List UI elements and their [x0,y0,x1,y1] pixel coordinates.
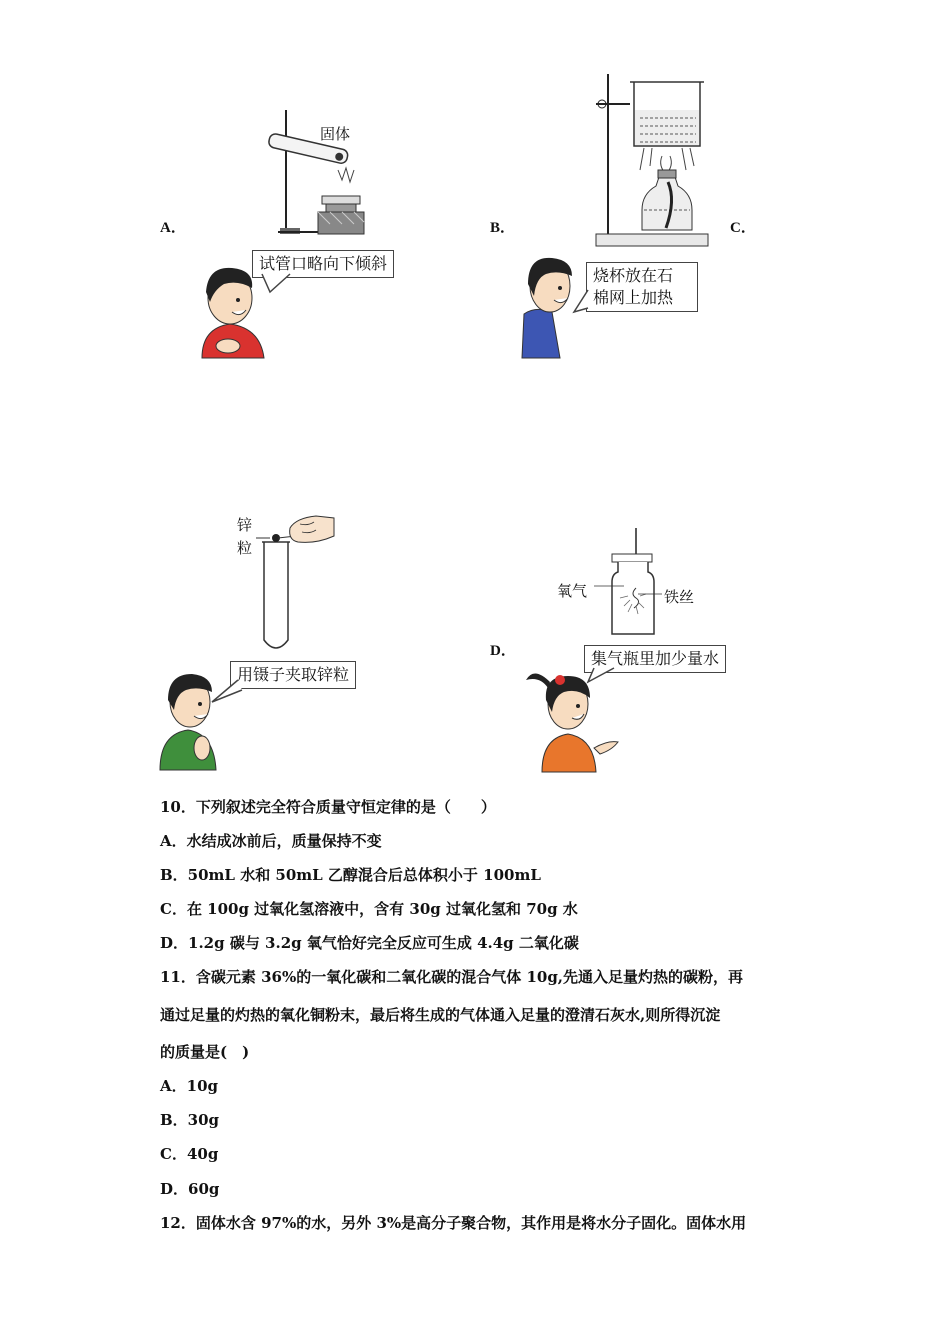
label-oxygen: 氧气 [557,582,588,600]
option-c-letter: C． [730,220,756,236]
speech-bubble-b-line2: 棉网上加热 [593,288,674,307]
question-11-option-c: C．40g [160,1145,219,1163]
question-11-option-d: D．60g [160,1180,220,1198]
gas-jar-iron-wire-apparatus [590,528,670,638]
question-10-option-d: D．1.2g 碳与 3.2g 氧气恰好完全反应可生成 4.4g 二氧化碳 [160,934,579,952]
speech-bubble-a: 试管口略向下倾斜 [252,250,394,278]
speech-bubble-c: 用镊子夹取锌粒 [230,661,356,689]
question-11-option-a: A．10g [160,1077,219,1095]
speech-bubble-d-tail [588,668,628,686]
question-10-option-b: B．50mL 水和 50mL 乙醇混合后总体积小于 100mL [160,866,541,884]
label-iron-wire: 铁丝 [664,588,695,606]
label-zinc-1: 锌 [237,516,253,534]
label-zinc-2: 粒 [237,539,253,557]
option-a-letter: A． [160,220,186,236]
test-tube-with-tweezers [256,510,346,655]
speech-bubble-b [586,262,698,312]
label-solid: 固体 [320,125,351,143]
speech-bubble-b-tail [572,290,592,320]
test-tube-heating-apparatus [260,100,370,240]
question-10-option-a: A．水结成冰前后，质量保持不变 [160,832,382,850]
question-11-option-b: B．30g [160,1111,220,1129]
speech-bubble-a-tail [262,274,302,294]
speech-bubble-c-tail [212,680,242,706]
question-10-option-c: C．在 100g 过氧化氢溶液中，含有 30g 过氧化氢和 70g 水 [160,900,578,918]
speech-bubble-b-line1: 烧杯放在石 [593,266,674,285]
student-boy-green-shirt [158,670,220,770]
question-11-stem-line2: 通过足量的灼热的氧化铜粉末，最后将生成的气体通入足量的澄清石灰水,则所得沉淀 [160,1006,721,1024]
question-12-stem-line1: 12．固体水含 97%的水，另外 3%是高分子聚合物，其作用是将水分子固化。固体水用 [160,1214,747,1232]
speech-bubble-d: 集气瓶里加少量水 [584,645,726,673]
question-11-stem-line3: 的质量是( ) [160,1043,250,1061]
option-d-letter: D． [490,643,516,659]
question-11-stem-line1: 11．含碳元素 36%的一氧化碳和二氧化碳的混合气体 10g,先通入足量灼热的碳粉，再 [160,968,744,986]
question-10-stem: 10．下列叙述完全符合质量守恒定律的是（ ） [160,798,496,816]
option-b-letter: B． [490,220,516,236]
beaker-heating-apparatus [592,70,712,250]
